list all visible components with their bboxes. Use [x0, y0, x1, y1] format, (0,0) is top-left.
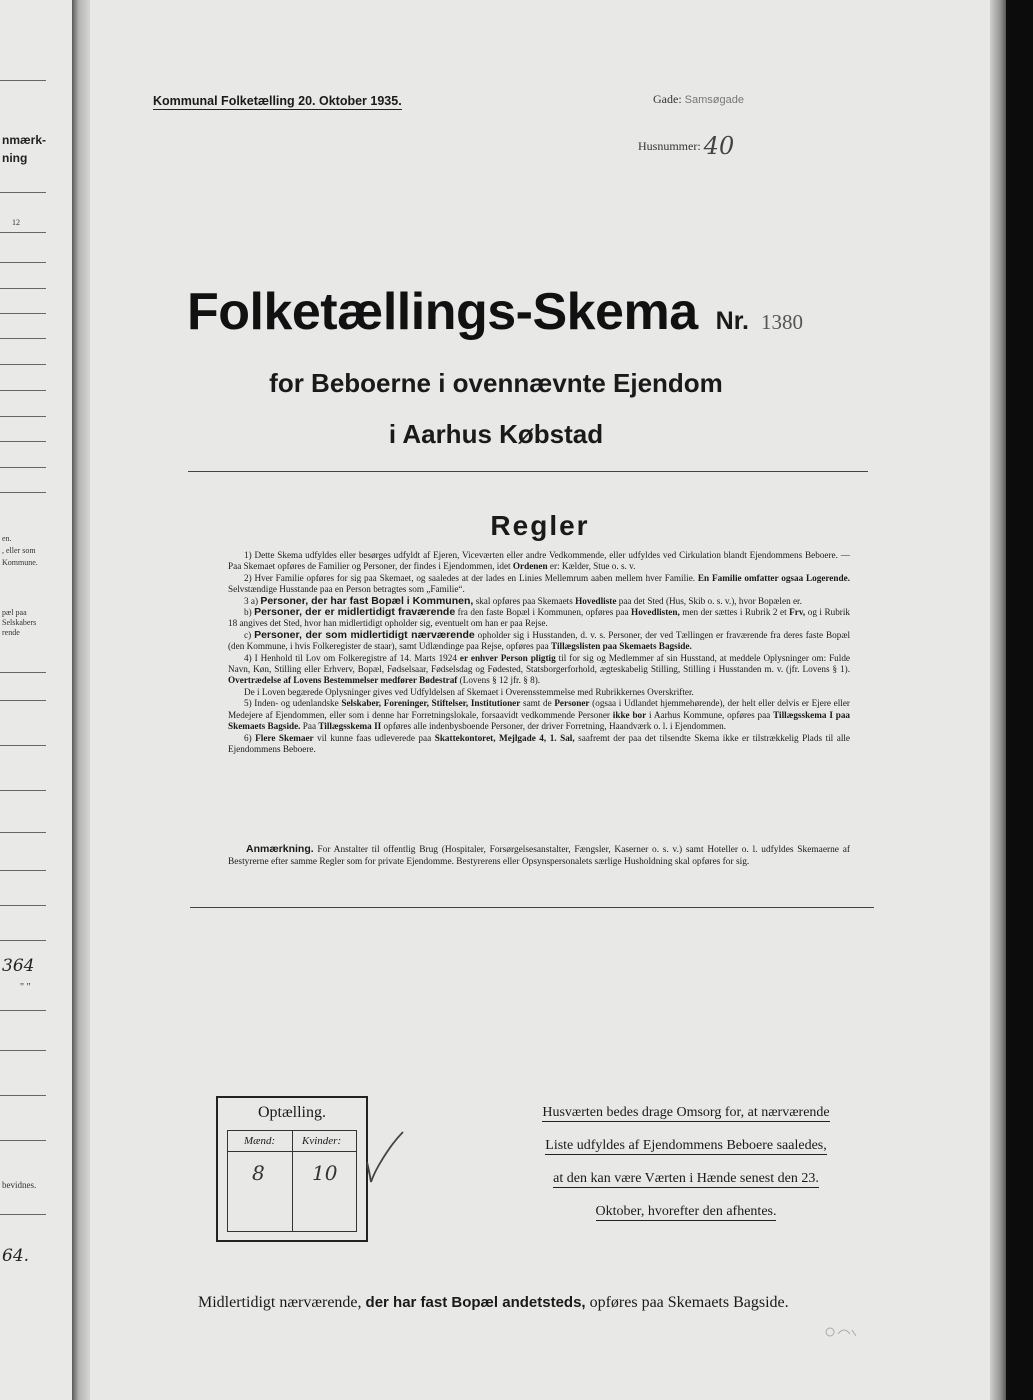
ditto-mark: " " — [20, 982, 31, 993]
rule-line — [0, 192, 46, 193]
checkmark-icon — [365, 1130, 410, 1190]
fragment-text: bevidnes. — [2, 1180, 37, 1190]
form-number-label: Nr. — [715, 307, 749, 335]
street-field — [653, 92, 744, 107]
fragment-text: Kommune. — [2, 558, 38, 567]
notice-line: Husværten bedes drage Omsorg for, at nærværende — [542, 1105, 830, 1120]
faint-stamp-mark — [820, 1322, 860, 1342]
footer-note: Midlertidigt nærværende, der har fast Bopæl andetsteds, opføres paa Skemaets Bagside. — [198, 1294, 789, 1311]
house-number-value: 40 — [703, 132, 735, 160]
rules-heading: Regler — [490, 510, 590, 541]
rule-line — [0, 80, 46, 81]
rule-line — [0, 262, 46, 263]
divider — [188, 471, 868, 472]
rule-line — [0, 700, 46, 701]
book-gutter — [72, 0, 92, 1400]
count-table — [227, 1130, 357, 1232]
fragment-text: , eller som — [2, 546, 36, 555]
handwritten-number: 64. — [2, 1246, 30, 1266]
rule-line — [0, 338, 46, 339]
rule-line — [0, 467, 46, 468]
men-count: 8 — [252, 1161, 265, 1185]
rules-text — [228, 550, 850, 755]
rule-4-note: De i Loven begærede Oplysninger gives ved Udfyldelsen af Skemaet i Overensstemmelse med Rubrikkernes Overskrifter. — [244, 686, 694, 697]
women-label: Kvinder: — [302, 1135, 342, 1147]
house-number-label: Husnummer: — [638, 139, 701, 153]
fragment-text: pæl paa — [2, 608, 27, 617]
rule-line — [0, 870, 46, 871]
landlord-notice — [516, 1096, 856, 1228]
rule-2: 2) Hver Familie opføres for sig paa Skemaet, og saaledes at der lades en Linies Mellemrum aaben mellem hver Familie. En Familie omfatter ogsaa Logerende. Selvstændige Husstande paa en Person betragtes som „Familie“. — [228, 572, 850, 595]
column-divider — [292, 1131, 293, 1231]
count-box-title: Optælling. — [257, 1104, 326, 1121]
header-line — [228, 1151, 356, 1152]
rule-line — [0, 441, 46, 442]
previous-page-fragment — [0, 0, 78, 1400]
rule-line — [0, 1095, 46, 1096]
rule-line — [0, 940, 46, 941]
fragment-text: en. — [2, 534, 12, 543]
rule-line — [0, 745, 46, 746]
fragment-text: nmærk- — [2, 133, 47, 147]
form-subtitle: for Beboerne i ovennævnte Ejendom — [269, 368, 723, 398]
fragment-text: ning — [2, 151, 28, 165]
rule-3b: b) Personer, der er midlertidigt fraværende fra den faste Bopæl i Kommunen, opføres paa Hovedlisten, men der sættes i Rubrik 2 et Frv, og i Rubrik 18 angives det Sted, hvor han midlertidigt opholder sig, eventuelt om han er paa Rejse. — [228, 606, 851, 629]
street-value: Samsøgade — [684, 94, 744, 106]
house-number-field — [638, 128, 735, 160]
notice-line: Liste udfyldes af Ejendommens Beboere saaledes, — [545, 1138, 827, 1153]
remark-label: Anmærkning. — [246, 843, 314, 855]
rule-line — [0, 672, 46, 673]
fragment-text: Selskabers — [2, 618, 37, 627]
rule-line — [0, 1010, 46, 1011]
notice-line: at den kan være Værten i Hænde senest den 23. — [553, 1171, 819, 1186]
men-label: Mænd: — [244, 1135, 276, 1147]
rule-line — [0, 492, 46, 493]
handwritten-number: 364 — [2, 956, 35, 976]
remark-paragraph — [228, 844, 850, 868]
census-form-page — [90, 0, 990, 1400]
rule-5: 5) Inden- og udenlandske Selskaber, Foreninger, Stiftelser, Institutioner samt de Personer (ogsaa i Udlandet hjemmehørende), der helt eller delvis er Ejere eller Medejere af Ejendommen, eller som i denne har Forretningslokale, forsaavidt vedkommende Personer ikke bor i Aarhus Kommune, opføres paa Tillægsskema I paa Skemaets Bagside. Paa Tillægsskema II opføres alle indenbysboende Personer, der driver Forretning, Haandværk o. l. i Ejendommen. — [228, 698, 851, 732]
rule-4: 4) I Henhold til Lov om Folkeregistre af 14. Marts 1924 er enhver Person pligtig til for sig og Medlemmer af sin Husstand, at meddele Oplysninger om: Fulde Navn, Køn, Stilling eller Erhverv, Bopæl, Fødselsaar, Fødselsdag og Fødested, Statsborgerforhold, ægteskabelig Stilling, Stilling i Husstanden m. v. (jfr. Lovens § 1). Overtrædelse af Lovens Bestemmelser medfører Bødestraf (Lovens § 12 jfr. § 8). — [228, 652, 850, 686]
rule-line — [0, 288, 46, 289]
rule-line — [0, 364, 46, 365]
rule-3c: c) Personer, der som midlertidigt nærværende opholder sig i Husstanden, d. v. s. Personer, der ved Tællingen er fraværende fra deres faste Bopæl (den Kommune, i hvis Folkeregister de staar), samt Udlændinge paa Rejse, opføres paa Tillægslisten paa Skemaets Bagside. — [228, 628, 851, 652]
rule-line — [0, 313, 46, 314]
form-subtitle-city: i Aarhus Købstad — [388, 419, 604, 449]
column-number: 12 — [12, 218, 20, 227]
rule-6: 6) Flere Skemaer vil kunne faas udleverede paa Skattekontoret, Mejlgade 4, 1. Sal, saafremt der paa det tilsendte Skema ikke er tilstrækkelig Plads til alle Ejendommens Beboere. — [228, 732, 850, 754]
rule-line — [0, 232, 46, 233]
census-header: Kommunal Folketælling 20. Oktober 1935. — [153, 94, 402, 108]
divider — [190, 907, 874, 908]
remark-text: For Anstalter til offentlig Brug (Hospitaler, Forsørgelsesanstalter, Fængsler, Kaserner o. s. v.) samt Hoteller o. l. udfyldes Skemaerne af Bestyrerne efter samme Regler som for private Ejendomme. Bestyrerens eller Opsynspersonalets særlige Husholdning skal opføres for sig. — [228, 845, 850, 867]
form-title-main: Folketællings-Skema — [186, 283, 698, 341]
count-box — [216, 1096, 368, 1242]
notice-line: Oktober, hvorefter den afhentes. — [595, 1204, 777, 1219]
women-count: 10 — [312, 1161, 338, 1185]
rule-3a: 3 a) Personer, der har fast Bopæl i Kommunen, skal opføres paa Skemaets Hovedliste paa det Sted (Hus, Skib o. s. v.), hvor Bopælen er. — [244, 594, 802, 607]
rule-line — [0, 1140, 46, 1141]
rule-line — [0, 1214, 46, 1215]
rule-1: 1) Dette Skema udfyldes eller besørges udfyldt af Ejeren, Viceværten eller andre Vedkommende, eller udfyldes ved Cirkulation blandt Ejendommens Beboere. — Paa Skemaet opføres de Familier og Personer, der findes i Ejendommen, idet Ordenen er: Kælder, Stue o. s. v. — [228, 550, 850, 572]
rule-line — [0, 790, 46, 791]
rule-line — [0, 390, 46, 391]
form-number: 1380 — [761, 310, 803, 334]
rule-line — [0, 1050, 46, 1051]
form-title — [90, 282, 900, 342]
rule-line — [0, 832, 46, 833]
street-label: Gade: — [653, 92, 682, 106]
book-page-edge — [990, 0, 1006, 1400]
fragment-text: rende — [2, 628, 20, 637]
rule-line — [0, 416, 46, 417]
rule-line — [0, 905, 46, 906]
